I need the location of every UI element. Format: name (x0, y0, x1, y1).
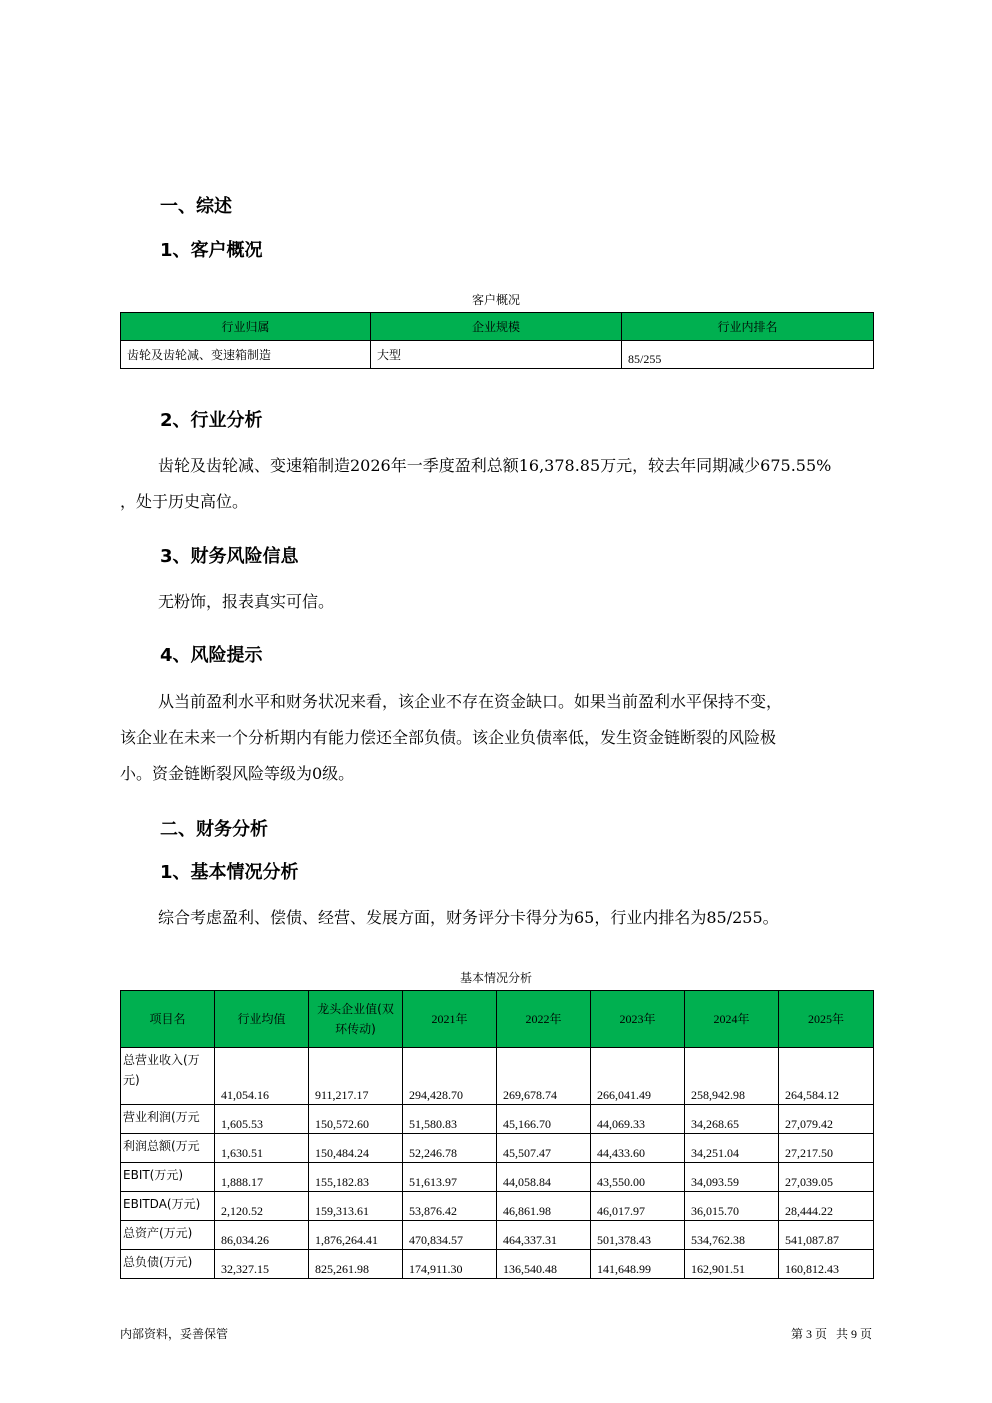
table-cell: 541,087.87 (779, 1221, 874, 1250)
table-cell: 1,605.53 (215, 1105, 309, 1134)
table-cell: 155,182.83 (309, 1163, 403, 1192)
section1-sub4-heading: 4、风险提示 (160, 645, 263, 666)
header-leader: 龙头企业值(双环传动) (309, 991, 403, 1048)
table-cell: 269,678.74 (497, 1048, 591, 1105)
table-cell: 258,942.98 (685, 1048, 779, 1105)
basic-analysis-caption: 基本情况分析 (459, 971, 532, 985)
row-label: 营业利润(万元 (121, 1105, 215, 1134)
table-row (121, 1221, 874, 1250)
risk-info-text: 无粉饰，报表真实可信。 (158, 592, 335, 611)
header-2023: 2023年 (591, 991, 685, 1048)
header-industry-avg: 行业均值 (215, 991, 309, 1048)
table-cell: 470,834.57 (403, 1221, 497, 1250)
table-row (121, 1250, 874, 1279)
header-industry: 行业归属 (121, 313, 371, 341)
table-cell: 53,876.42 (403, 1192, 497, 1221)
table-cell: 36,015.70 (685, 1192, 779, 1221)
table-cell: 501,378.43 (591, 1221, 685, 1250)
table-cell: 150,484.24 (309, 1134, 403, 1163)
table-row (121, 1192, 874, 1221)
section1-title: 一、综述 (160, 196, 232, 217)
table-cell: 136,540.48 (497, 1250, 591, 1279)
table-row (121, 341, 874, 369)
table-cell: 34,093.59 (685, 1163, 779, 1192)
section1-sub1-heading: 1、客户概况 (160, 240, 263, 261)
table-cell: 41,054.16 (215, 1048, 309, 1105)
customer-overview-caption: 客户概况 (471, 293, 520, 307)
score-summary-text: 综合考虑盈利、偿债、经营、发展方面，财务评分卡得分为65，行业内排名为85/255。 (158, 908, 779, 927)
table-cell: 51,580.83 (403, 1105, 497, 1134)
table-cell: 27,079.42 (779, 1105, 874, 1134)
table-cell: 174,911.30 (403, 1250, 497, 1279)
row-label: EBITDA(万元) (121, 1192, 215, 1221)
table-cell: 534,762.38 (685, 1221, 779, 1250)
table-cell: 32,327.15 (215, 1250, 309, 1279)
table-cell: 825,261.98 (309, 1250, 403, 1279)
table-header-row (121, 991, 874, 1048)
cell-rank: 85/255 (622, 341, 874, 369)
table-cell: 160,812.43 (779, 1250, 874, 1279)
table-cell: 44,058.84 (497, 1163, 591, 1192)
header-2025: 2025年 (779, 991, 874, 1048)
risk-warning-line3: 小。资金链断裂风险等级为0级。 (120, 764, 355, 783)
table-cell: 45,166.70 (497, 1105, 591, 1134)
table-cell: 28,444.22 (779, 1192, 874, 1221)
table-header-row (121, 313, 874, 341)
table-cell: 266,041.49 (591, 1048, 685, 1105)
section2-title: 二、财务分析 (160, 819, 268, 840)
table-cell: 2,120.52 (215, 1192, 309, 1221)
table-cell: 46,017.97 (591, 1192, 685, 1221)
header-item: 项目名 (121, 991, 215, 1048)
table-cell: 141,648.99 (591, 1250, 685, 1279)
table-cell: 1,876,264.41 (309, 1221, 403, 1250)
customer-overview-table (120, 312, 874, 369)
table-cell: 43,550.00 (591, 1163, 685, 1192)
table-cell: 27,039.05 (779, 1163, 874, 1192)
cell-industry: 齿轮及齿轮减、变速箱制造 (121, 341, 371, 369)
risk-warning-line2: 该企业在未来一个分析期内有能力偿还全部负债。该企业负债率低，发生资金链断裂的风险极 (120, 728, 777, 747)
table-cell: 162,901.51 (685, 1250, 779, 1279)
footer-confidential-note: 内部资料，妥善保管 (120, 1327, 229, 1341)
table-row (121, 1048, 874, 1105)
section1-sub2-heading: 2、行业分析 (160, 410, 263, 431)
table-cell: 34,251.04 (685, 1134, 779, 1163)
table-cell: 45,507.47 (497, 1134, 591, 1163)
risk-warning-line1: 从当前盈利水平和财务状况来看，该企业不存在资金缺口。如果当前盈利水平保持不变， (158, 692, 783, 711)
table-cell: 51,613.97 (403, 1163, 497, 1192)
table-row (121, 1105, 874, 1134)
header-2022: 2022年 (497, 991, 591, 1048)
row-label: 总营业收入(万元) (121, 1048, 215, 1105)
footer-page-number: 第 3 页 共 9 页 (790, 1327, 872, 1341)
table-cell: 44,433.60 (591, 1134, 685, 1163)
table-cell: 52,246.78 (403, 1134, 497, 1163)
table-row (121, 1134, 874, 1163)
header-rank: 行业内排名 (622, 313, 874, 341)
section2-sub1-heading: 1、基本情况分析 (160, 862, 299, 883)
table-cell: 264,584.12 (779, 1048, 874, 1105)
row-label: 总资产(万元) (121, 1221, 215, 1250)
table-cell: 150,572.60 (309, 1105, 403, 1134)
table-cell: 294,428.70 (403, 1048, 497, 1105)
section1-sub3-heading: 3、财务风险信息 (160, 546, 299, 567)
row-label: EBIT(万元) (121, 1163, 215, 1192)
table-cell: 159,313.61 (309, 1192, 403, 1221)
industry-analysis-line1: 齿轮及齿轮减、变速箱制造2026年一季度盈利总额16,378.85万元，较去年同期减少675.55% (158, 456, 832, 475)
table-cell: 1,888.17 (215, 1163, 309, 1192)
row-label: 总负债(万元) (121, 1250, 215, 1279)
table-cell: 44,069.33 (591, 1105, 685, 1134)
table-cell: 34,268.65 (685, 1105, 779, 1134)
header-scale: 企业规模 (371, 313, 622, 341)
table-row (121, 1163, 874, 1192)
row-label: 利润总额(万元 (121, 1134, 215, 1163)
table-cell: 86,034.26 (215, 1221, 309, 1250)
cell-scale: 大型 (371, 341, 622, 369)
table-cell: 27,217.50 (779, 1134, 874, 1163)
industry-analysis-line2: ，处于历史高位。 (120, 492, 249, 511)
table-cell: 46,861.98 (497, 1192, 591, 1221)
basic-analysis-table (120, 990, 874, 1279)
table-cell: 911,217.17 (309, 1048, 403, 1105)
header-2021: 2021年 (403, 991, 497, 1048)
header-2024: 2024年 (685, 991, 779, 1048)
table-cell: 1,630.51 (215, 1134, 309, 1163)
table-cell: 464,337.31 (497, 1221, 591, 1250)
